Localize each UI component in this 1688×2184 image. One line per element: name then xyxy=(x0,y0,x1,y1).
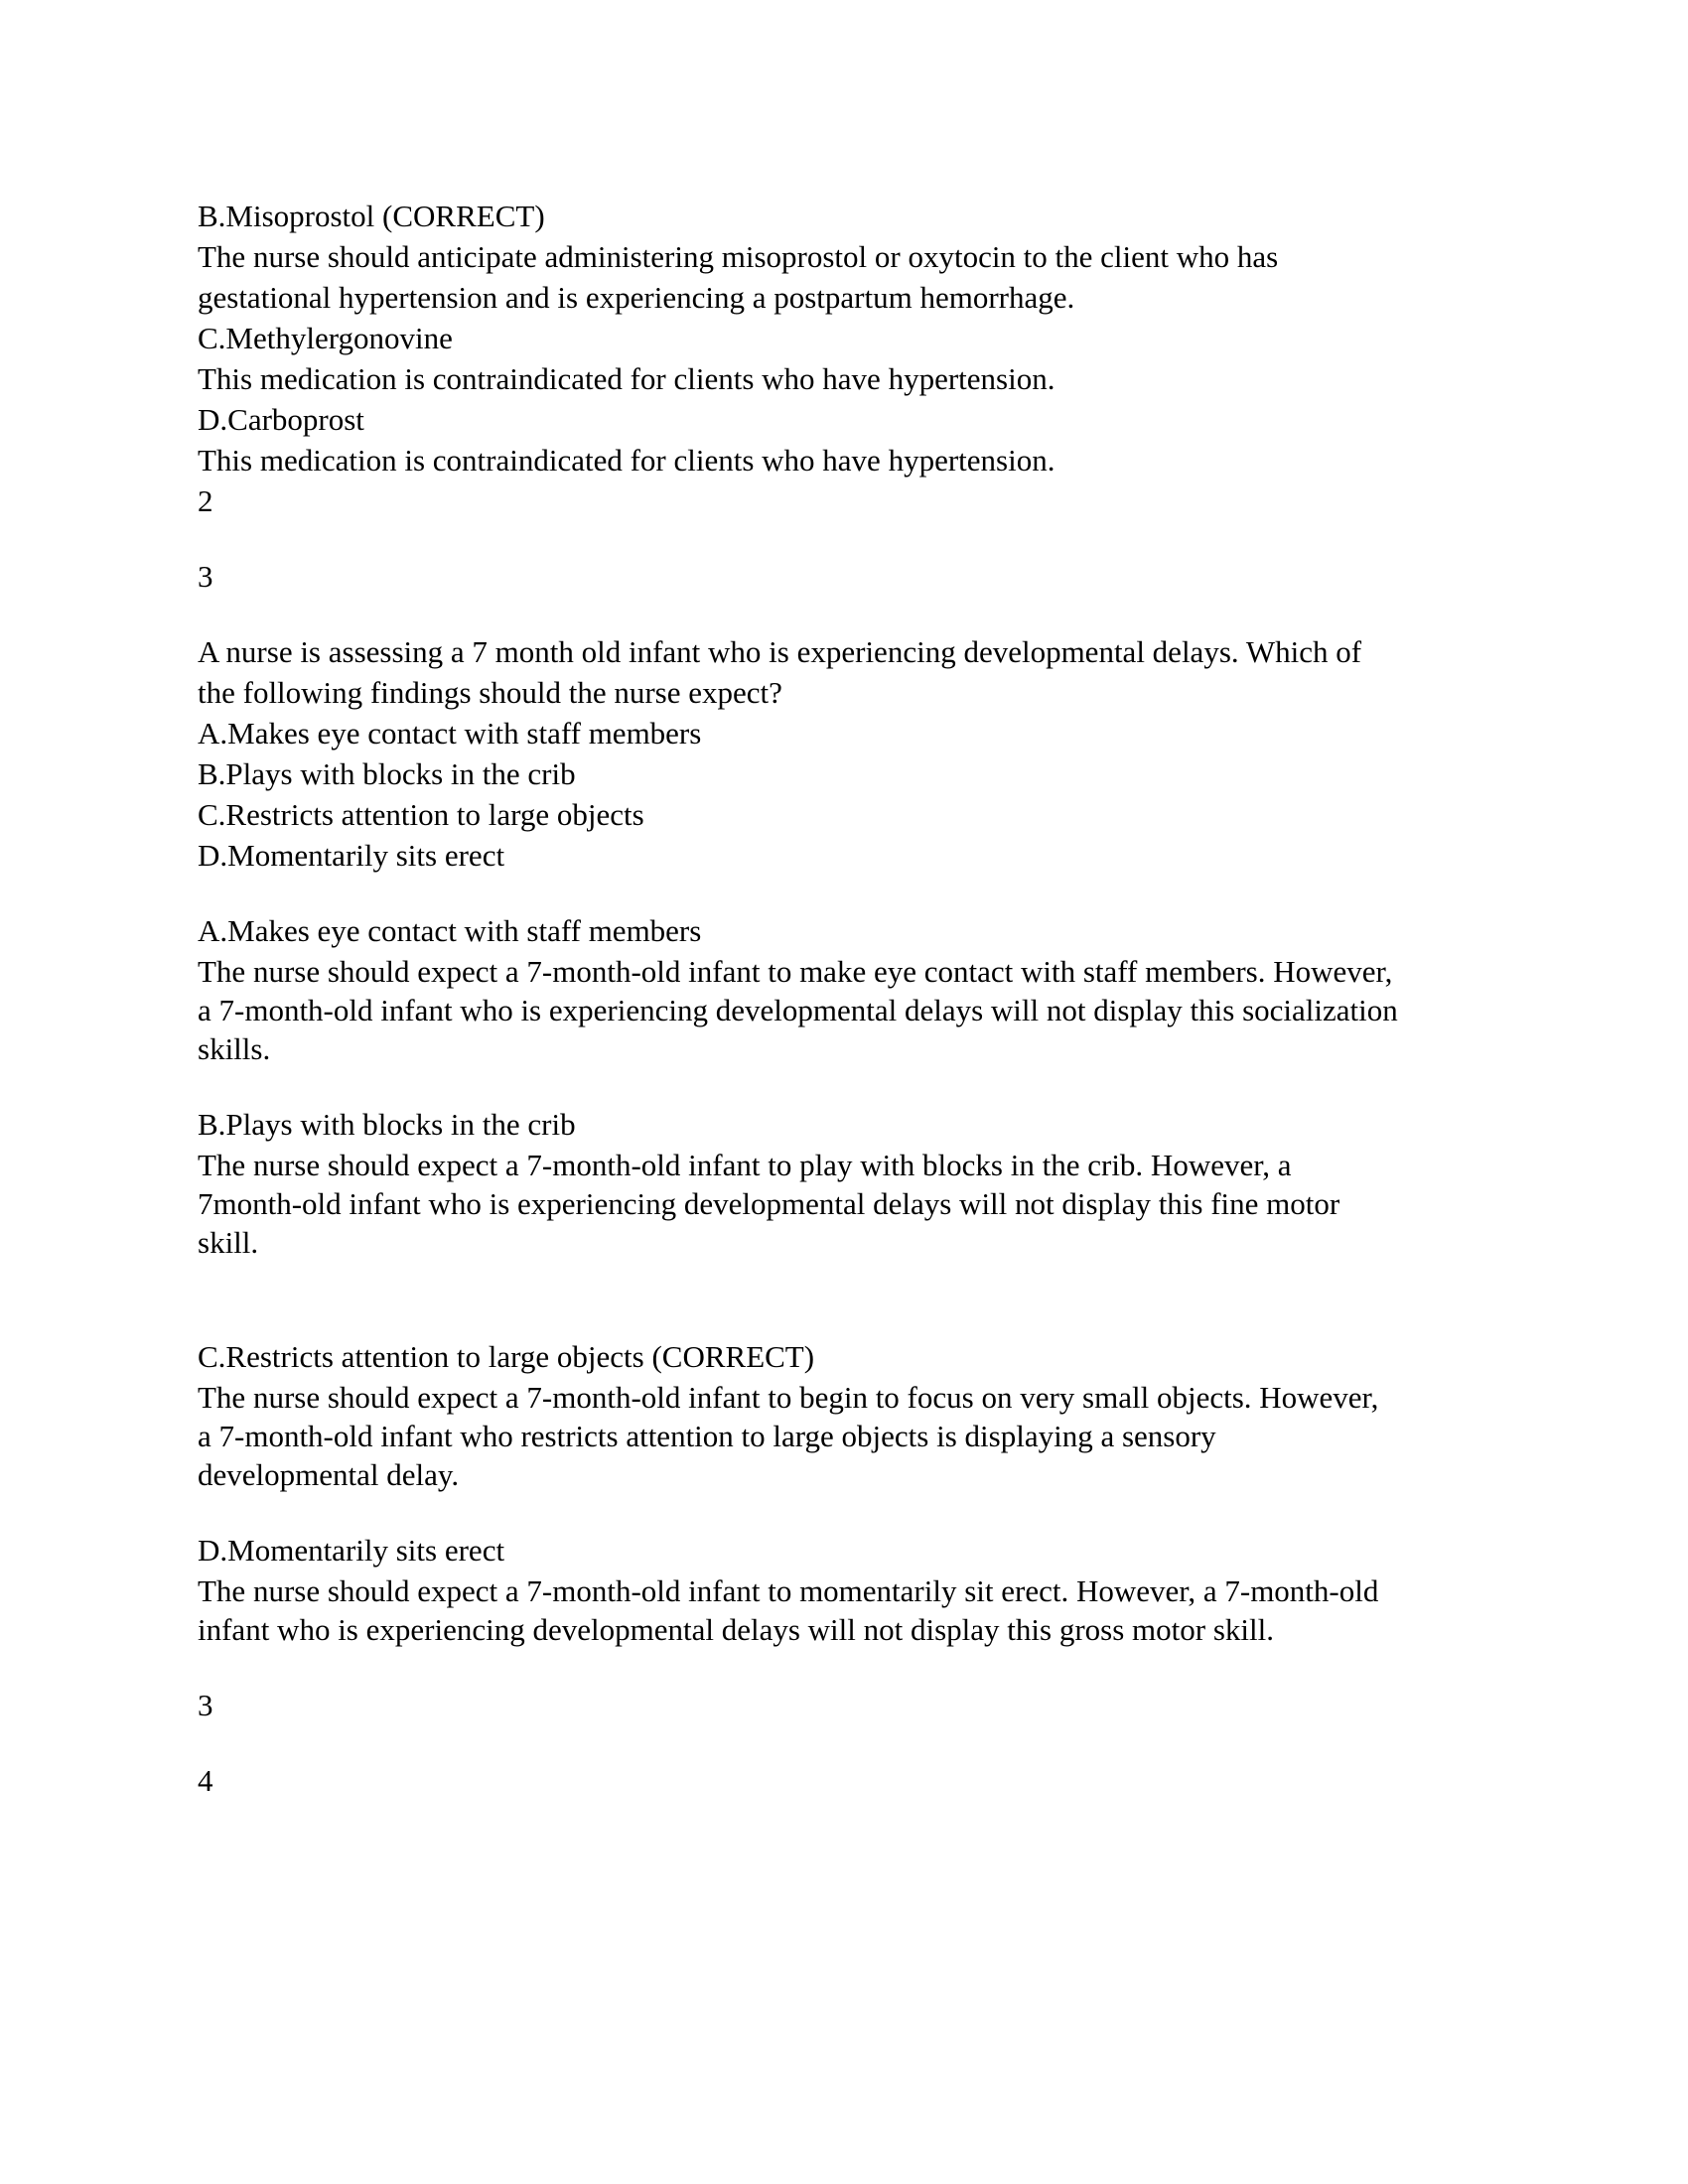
page-marker: 3 xyxy=(198,1688,213,1722)
option-b: B.Plays with blocks in the crib xyxy=(198,756,576,791)
answer-c-rationale: This medication is contraindicated for clients who have hypertension. xyxy=(198,361,1055,396)
rationale-a-text-line: The nurse should expect a 7-month-old infant to make eye contact with staff members. However, xyxy=(198,954,1393,989)
option-d: D.Momentarily sits erect xyxy=(198,838,505,873)
option-c: C.Restricts attention to large objects xyxy=(198,797,644,832)
page-marker: 4 xyxy=(198,1763,213,1798)
rationale-c-text-line: a 7-month-old infant who restricts attention to large objects is displaying a sensory xyxy=(198,1419,1216,1453)
rationale-c-text-line: developmental delay. xyxy=(198,1457,460,1492)
question-stem-line-2: the following findings should the nurse expect? xyxy=(198,675,782,710)
answer-b-rationale-line-2: gestational hypertension and is experiencing a postpartum hemorrhage. xyxy=(198,280,1075,315)
rationale-a-text-line: skills. xyxy=(198,1031,271,1066)
rationale-b-text-line: The nurse should expect a 7-month-old infant to play with blocks in the crib. However, a xyxy=(198,1148,1292,1182)
rationale-a-label: A.Makes eye contact with staff members xyxy=(198,913,702,948)
question-stem-line-1: A nurse is assessing a 7 month old infant who is experiencing developmental delays. Which of xyxy=(198,634,1362,669)
page-marker: 2 xyxy=(198,483,213,518)
rationale-d-label: D.Momentarily sits erect xyxy=(198,1533,505,1568)
answer-c-label: C.Methylergonovine xyxy=(198,321,453,355)
page-marker: 3 xyxy=(198,559,213,594)
rationale-d-text-line: The nurse should expect a 7-month-old infant to momentarily sit erect. However, a 7-month-old xyxy=(198,1573,1379,1608)
rationale-b-text-line: skill. xyxy=(198,1225,259,1260)
option-a: A.Makes eye contact with staff members xyxy=(198,716,702,751)
answer-d-rationale: This medication is contraindicated for clients who have hypertension. xyxy=(198,443,1055,478)
rationale-b-text-line: 7month-old infant who is experiencing developmental delays will not display this fine motor xyxy=(198,1186,1340,1221)
answer-d-label: D.Carboprost xyxy=(198,402,364,437)
rationale-b-label: B.Plays with blocks in the crib xyxy=(198,1107,576,1142)
rationale-d-text-line: infant who is experiencing developmental delays will not display this gross motor skill. xyxy=(198,1612,1274,1647)
rationale-c-text-line: The nurse should expect a 7-month-old infant to begin to focus on very small objects. However, xyxy=(198,1380,1379,1415)
rationale-c-label: C.Restricts attention to large objects (CORRECT) xyxy=(198,1339,815,1374)
answer-b-label: B.Misoprostol (CORRECT) xyxy=(198,199,545,233)
rationale-a-text-line: a 7-month-old infant who is experiencing developmental delays will not display this socialization xyxy=(198,993,1398,1027)
answer-b-rationale-line-1: The nurse should anticipate administering misoprostol or oxytocin to the client who has xyxy=(198,239,1279,274)
